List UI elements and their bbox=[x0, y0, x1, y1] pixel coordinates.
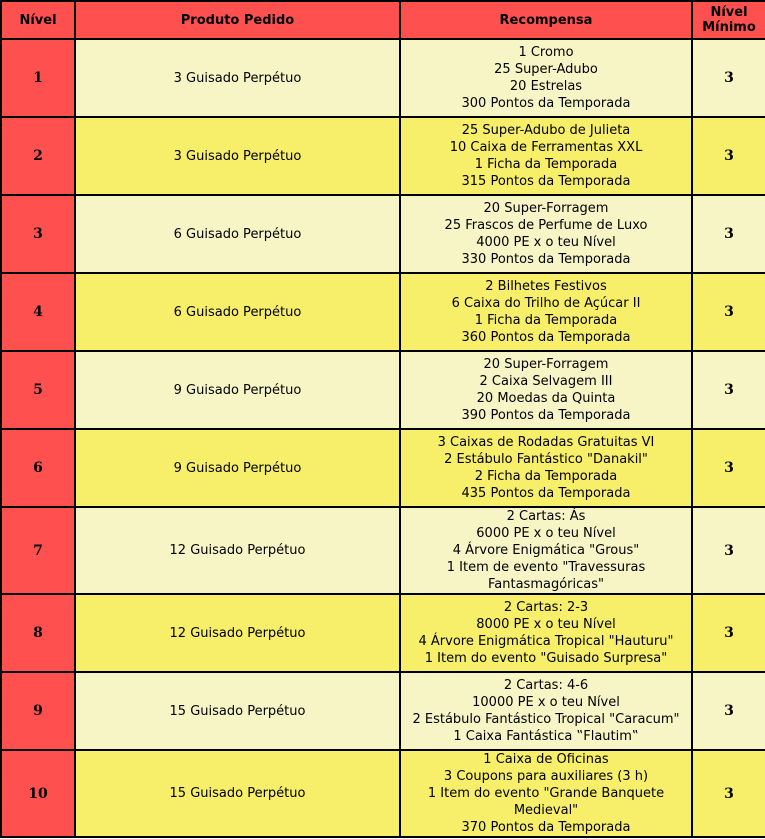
level-cell: 10 bbox=[1, 750, 75, 837]
level-cell: 5 bbox=[1, 351, 75, 429]
reward-cell bbox=[400, 750, 692, 837]
reward-line: 1 Ficha da Temporada bbox=[474, 313, 618, 328]
reward-line: 300 Pontos da Temporada bbox=[461, 96, 631, 111]
min-level-cell: 3 bbox=[692, 594, 765, 672]
reward-line: 6000 PE x o teu Nível bbox=[476, 526, 616, 541]
reward-line: 4 Árvore Enigmática "Grous" bbox=[452, 543, 640, 558]
reward-line: 10000 PE x o teu Nível bbox=[472, 695, 620, 710]
header-product: Produto Pedido bbox=[75, 1, 400, 39]
reward-line: 2 Cartas: 4-6 bbox=[503, 678, 589, 693]
reward-line: Fantasmagóricas" bbox=[488, 577, 604, 592]
reward-line: 3 Coupons para auxiliares (3 h) bbox=[443, 769, 649, 784]
header-reward: Recompensa bbox=[400, 1, 692, 39]
reward-line: 1 Item de evento "Travessuras bbox=[446, 560, 646, 575]
min-level-cell: 3 bbox=[692, 429, 765, 507]
min-level-cell: 3 bbox=[692, 672, 765, 750]
reward-line: Medieval" bbox=[513, 803, 579, 818]
table-row bbox=[1, 117, 765, 195]
reward-line: 25 Super-Adubo bbox=[494, 62, 598, 77]
reward-cell bbox=[400, 507, 692, 594]
reward-line: 1 Item do evento "Guisado Surpresa" bbox=[424, 651, 668, 666]
level-cell: 1 bbox=[1, 39, 75, 117]
reward-cell bbox=[400, 195, 692, 273]
reward-line: 435 Pontos da Temporada bbox=[461, 486, 631, 501]
level-cell: 8 bbox=[1, 594, 75, 672]
reward-cell bbox=[400, 117, 692, 195]
reward-line: 1 Item do evento "Grande Banquete bbox=[427, 786, 665, 801]
reward-line: 2 Ficha da Temporada bbox=[474, 469, 618, 484]
table-row bbox=[1, 195, 765, 273]
reward-line: 25 Super-Adubo de Julieta bbox=[461, 123, 631, 138]
product-cell: 3 Guisado Perpétuo bbox=[75, 117, 400, 195]
product-cell: 9 Guisado Perpétuo bbox=[75, 429, 400, 507]
product-cell: 15 Guisado Perpétuo bbox=[75, 750, 400, 837]
table-row bbox=[1, 594, 765, 672]
reward-line: 1 Caixa Fantástica ‟Flautim‟ bbox=[453, 729, 639, 744]
reward-line: 4 Árvore Enigmática Tropical "Hauturu" bbox=[418, 634, 674, 649]
reward-line: 2 Estábulo Fantástico "Danakil" bbox=[444, 452, 648, 467]
reward-cell bbox=[400, 273, 692, 351]
level-cell: 2 bbox=[1, 117, 75, 195]
min-level-cell: 3 bbox=[692, 750, 765, 837]
table-row bbox=[1, 39, 765, 117]
reward-line: 25 Frascos de Perfume de Luxo bbox=[444, 218, 648, 233]
header-level: Nível bbox=[1, 1, 75, 39]
min-level-cell: 3 bbox=[692, 351, 765, 429]
header-min-level-line-2: Mínimo bbox=[702, 20, 756, 35]
reward-line: 1 Ficha da Temporada bbox=[474, 157, 618, 172]
reward-line: 2 Cartas: Ás bbox=[506, 509, 586, 524]
reward-line: 2 Estábulo Fantástico Tropical "Caracum" bbox=[412, 712, 680, 727]
reward-line: 360 Pontos da Temporada bbox=[461, 330, 631, 345]
min-level-cell: 3 bbox=[692, 507, 765, 594]
table-row bbox=[1, 750, 765, 837]
reward-cell bbox=[400, 351, 692, 429]
reward-cell bbox=[400, 429, 692, 507]
reward-line: 20 Super-Forragem bbox=[483, 201, 609, 216]
reward-line: 330 Pontos da Temporada bbox=[461, 252, 631, 267]
level-cell: 3 bbox=[1, 195, 75, 273]
product-cell: 6 Guisado Perpétuo bbox=[75, 195, 400, 273]
table-row bbox=[1, 507, 765, 594]
table-row bbox=[1, 351, 765, 429]
reward-line: 1 Caixa de Oficinas bbox=[483, 752, 609, 767]
header-min-level bbox=[692, 1, 765, 39]
product-cell: 12 Guisado Perpétuo bbox=[75, 594, 400, 672]
reward-cell bbox=[400, 594, 692, 672]
table-row bbox=[1, 429, 765, 507]
reward-cell bbox=[400, 672, 692, 750]
reward-line: 6 Caixa do Trilho de Açúcar II bbox=[451, 296, 641, 311]
product-cell: 6 Guisado Perpétuo bbox=[75, 273, 400, 351]
min-level-cell: 3 bbox=[692, 39, 765, 117]
reward-line: 2 Cartas: 2-3 bbox=[503, 600, 589, 615]
reward-line: 4000 PE x o teu Nível bbox=[476, 235, 616, 250]
reward-line: 8000 PE x o teu Nível bbox=[476, 617, 616, 632]
level-cell: 6 bbox=[1, 429, 75, 507]
reward-line: 20 Moedas da Quinta bbox=[476, 391, 616, 406]
product-cell: 15 Guisado Perpétuo bbox=[75, 672, 400, 750]
reward-line: 10 Caixa de Ferramentas XXL bbox=[449, 140, 643, 155]
header-min-level-line-1: Nível bbox=[710, 5, 748, 20]
reward-line: 20 Super-Forragem bbox=[483, 357, 609, 372]
min-level-cell: 3 bbox=[692, 117, 765, 195]
reward-line: 370 Pontos da Temporada bbox=[461, 820, 631, 835]
table-body bbox=[1, 39, 765, 837]
min-level-cell: 3 bbox=[692, 195, 765, 273]
table-row bbox=[1, 273, 765, 351]
level-cell: 4 bbox=[1, 273, 75, 351]
reward-line: 2 Caixa Selvagem III bbox=[479, 374, 613, 389]
reward-line: 390 Pontos da Temporada bbox=[461, 408, 631, 423]
reward-line: 3 Caixas de Rodadas Gratuitas VI bbox=[437, 435, 655, 450]
product-cell: 9 Guisado Perpétuo bbox=[75, 351, 400, 429]
product-cell: 3 Guisado Perpétuo bbox=[75, 39, 400, 117]
product-cell: 12 Guisado Perpétuo bbox=[75, 507, 400, 594]
table-row bbox=[1, 672, 765, 750]
reward-line: 1 Cromo bbox=[518, 45, 574, 60]
level-cell: 7 bbox=[1, 507, 75, 594]
reward-cell bbox=[400, 39, 692, 117]
min-level-cell: 3 bbox=[692, 273, 765, 351]
reward-line: 2 Bilhetes Festivos bbox=[485, 279, 607, 294]
reward-line: 20 Estrelas bbox=[509, 79, 583, 94]
level-cell: 9 bbox=[1, 672, 75, 750]
reward-line: 315 Pontos da Temporada bbox=[461, 174, 631, 189]
header-row bbox=[1, 1, 765, 39]
